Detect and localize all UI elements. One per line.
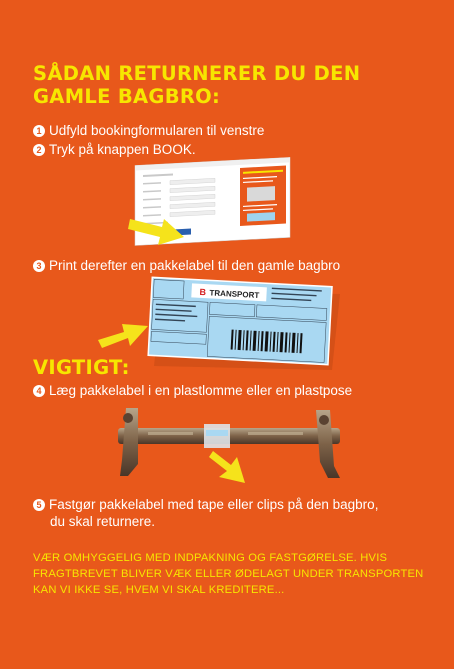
step-number: 3 [33,260,45,272]
arrow-icon [98,316,154,352]
arrow-icon [203,447,253,493]
step-text: Print derefter en pakkelabel til den gamle bagbro [49,258,341,273]
notice-text: VÆR OMHYGGELIG MED INDPAKNING OG FASTGØRELSE. HVIS FRAGTBREVET BLIVER VÆK ELLER ØDELAGT UNDER TRANSPORTEN KAN VI IKKE SE, HVEM VI SKAL KREDITERE... [33,552,424,596]
shipping-label-image [140,278,345,373]
step-text: Fastgør pakkelabel med tape eller clips på den bagbro, [49,497,379,512]
step-text-continued: du skal returnere. [50,514,156,529]
step-5 [33,496,433,530]
arrow-icon [128,211,188,247]
step-4 [33,382,352,399]
svg-text:B: B [199,286,207,298]
step-number: 5 [33,499,45,511]
step-text: Udfyld bookingformularen til venstre [49,123,265,138]
step-text: Tryk på knappen BOOK. [49,142,196,157]
warning-heading: VIGTIGT: [33,356,130,379]
step-1 [33,122,264,139]
step-number: 2 [33,144,45,156]
step-number: 4 [33,385,45,397]
step-text: Læg pakkelabel i en plastlomme eller en plastpose [49,383,353,398]
label-brand: TRANSPORT [209,288,260,300]
step-number: 1 [33,125,45,137]
step-3 [33,257,340,274]
page-title: SÅDAN RETURNERER DU DEN GAMLE BAGBRO: [33,62,361,108]
